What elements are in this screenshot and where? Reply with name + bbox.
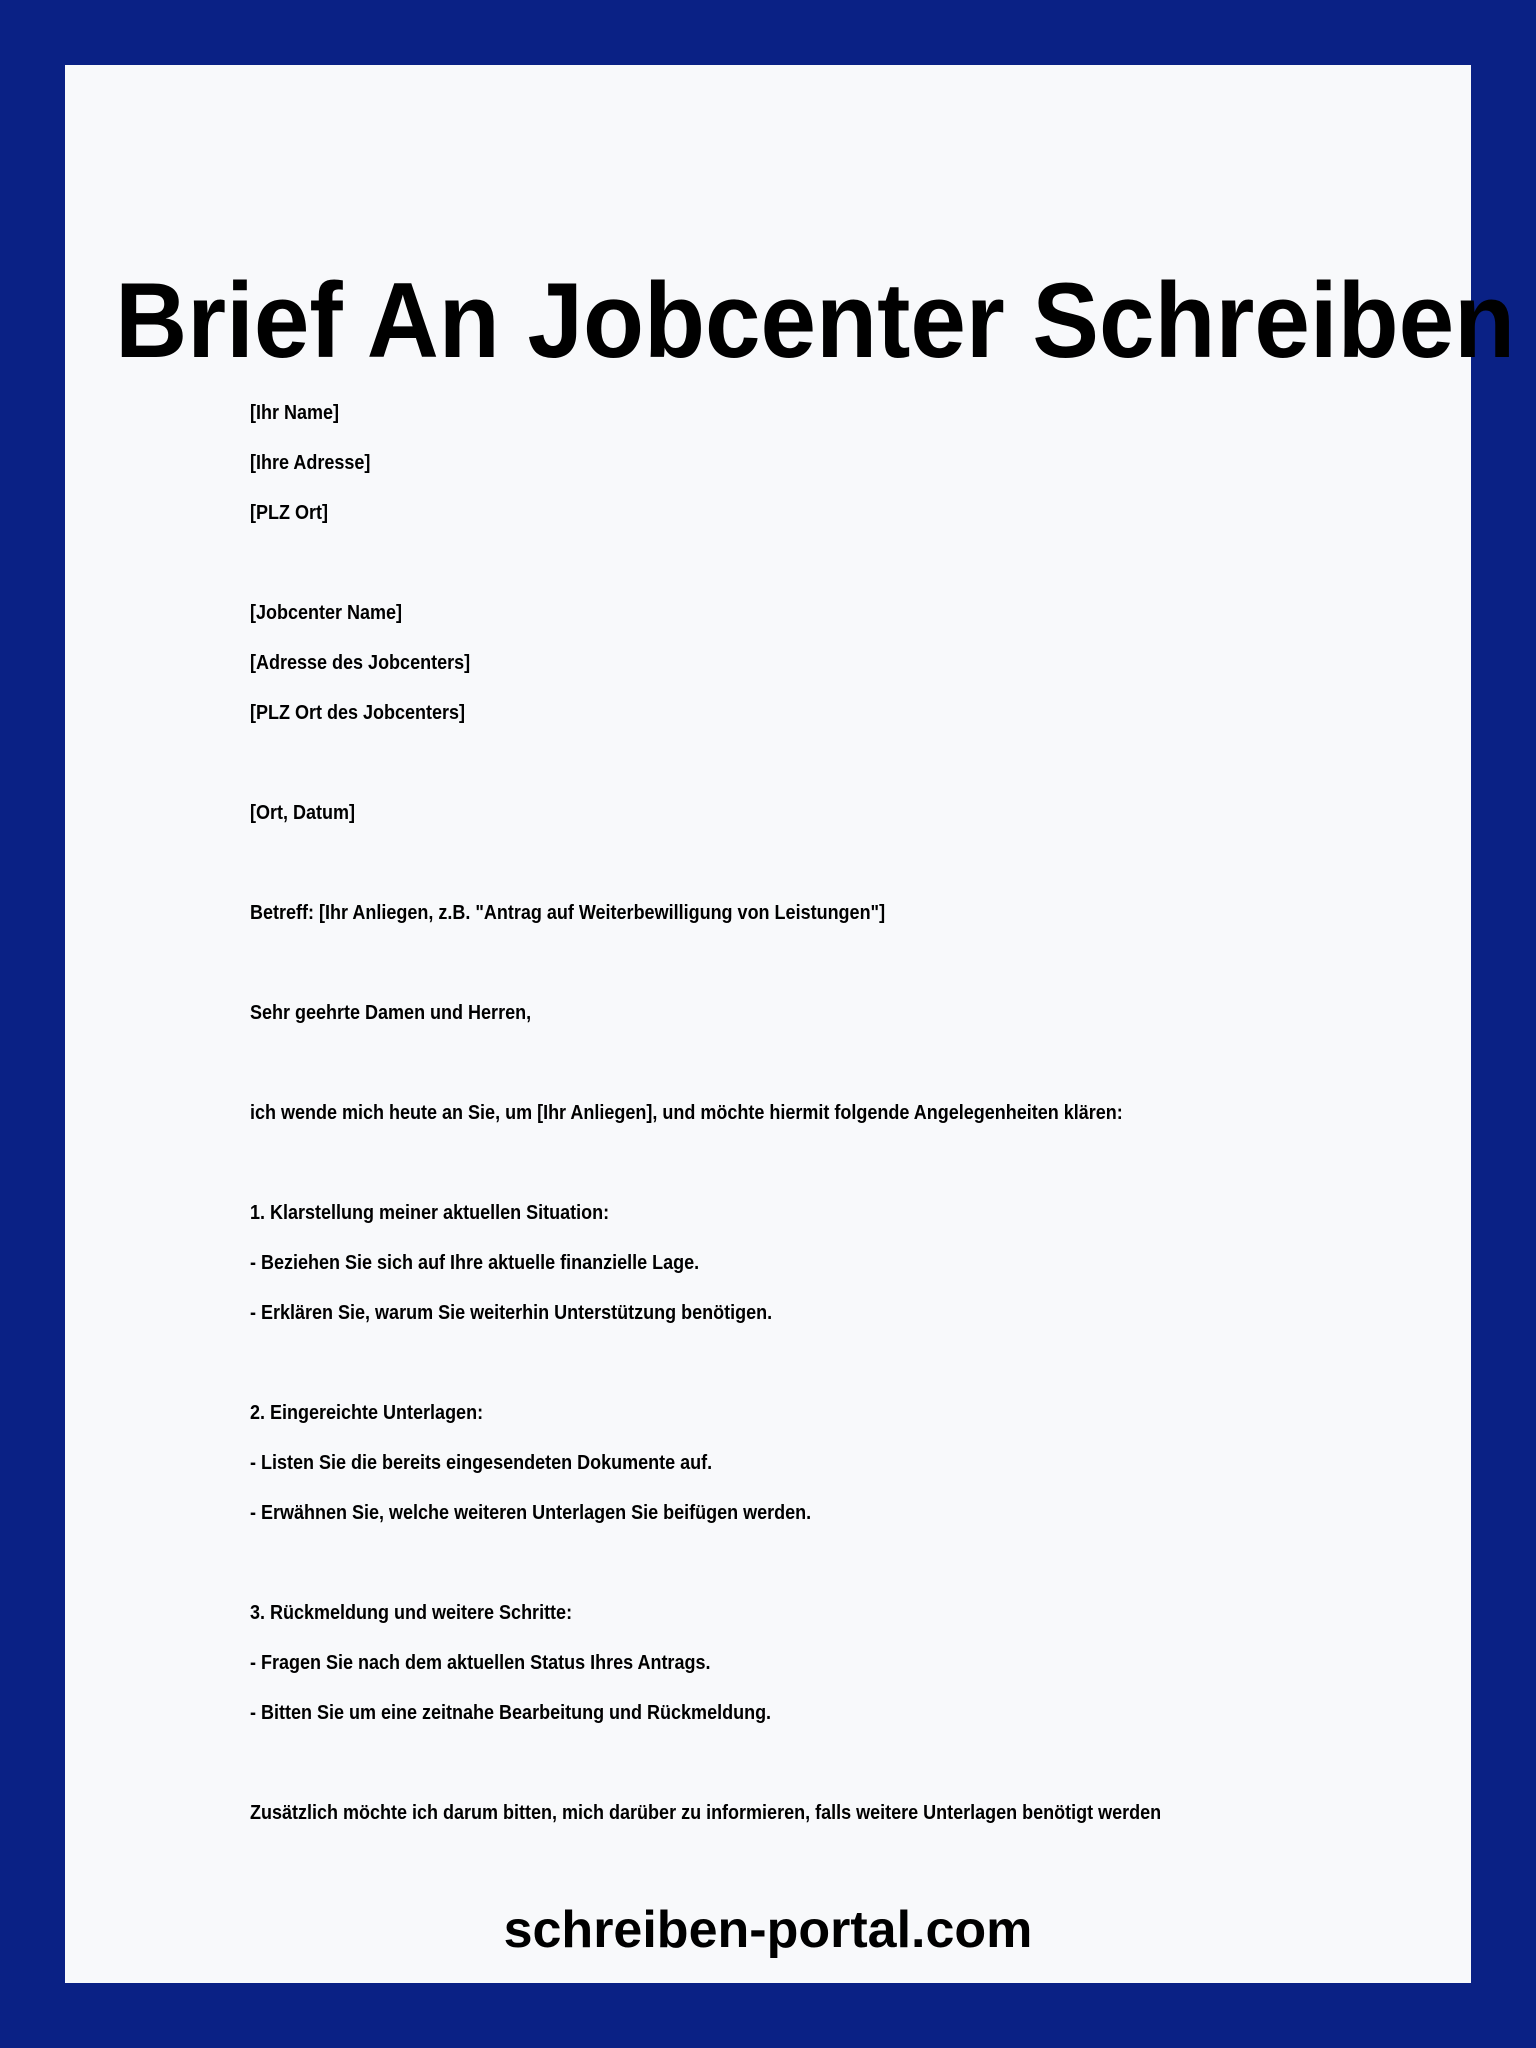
letter-line: [Ihre Adresse] (250, 452, 371, 474)
letter-line: - Listen Sie die bereits eingesendeten Dokumente auf. (250, 1452, 713, 1474)
blank-line (250, 1138, 1312, 1188)
letter-line: [Adresse des Jobcenters] (250, 652, 471, 674)
page-title (65, 255, 1516, 385)
document-page (65, 65, 1516, 1983)
letter-line: [Ort, Datum] (250, 802, 356, 824)
letter-line: [Jobcenter Name] (250, 602, 403, 624)
title-text: Brief An Jobcenter Schreiben (115, 260, 1516, 380)
letter-line: [PLZ Ort des Jobcenters] (250, 702, 466, 724)
letter-line: 3. Rückmeldung und weitere Schritte: (250, 1602, 573, 1624)
letter-line: 1. Klarstellung meiner aktuellen Situation: (250, 1202, 610, 1224)
blank-line (250, 538, 1312, 588)
letter-line: - Bitten Sie um eine zeitnahe Bearbeitung und Rückmeldung. (250, 1702, 772, 1724)
letter-body (250, 388, 1430, 1838)
blank-line (250, 838, 1312, 888)
blank-line (250, 1538, 1312, 1588)
blank-line (250, 1038, 1312, 1088)
letter-line: - Erwähnen Sie, welche weiteren Unterlagen Sie beifügen werden. (250, 1502, 812, 1524)
letter-line: [PLZ Ort] (250, 502, 328, 524)
letter-line: ich wende mich heute an Sie, um [Ihr Anliegen], und möchte hiermit folgende Angelegenheiten klären: (250, 1102, 1123, 1124)
letter-line: - Beziehen Sie sich auf Ihre aktuelle finanzielle Lage. (250, 1252, 700, 1274)
blank-line (250, 1738, 1312, 1788)
letter-line: Zusätzlich möchte ich darum bitten, mich darüber zu informieren, falls weitere Unterlagen benötigt werden (250, 1802, 1162, 1824)
letter-line: - Erklären Sie, warum Sie weiterhin Unterstützung benötigen. (250, 1302, 773, 1324)
letter-line: [Ihr Name] (250, 402, 340, 424)
letter-line: - Fragen Sie nach dem aktuellen Status Ihres Antrags. (250, 1652, 711, 1674)
blank-line (250, 1338, 1312, 1388)
letter-line: Sehr geehrte Damen und Herren, (250, 1002, 532, 1024)
blank-line (250, 938, 1312, 988)
letter-line: 2. Eingereichte Unterlagen: (250, 1402, 484, 1424)
letter-line: Betreff: [Ihr Anliegen, z.B. "Antrag auf Weiterbewilligung von Leistungen"] (250, 902, 886, 924)
blank-line (250, 738, 1312, 788)
site-footer-domain: schreiben-portal.com (503, 1901, 1033, 1959)
